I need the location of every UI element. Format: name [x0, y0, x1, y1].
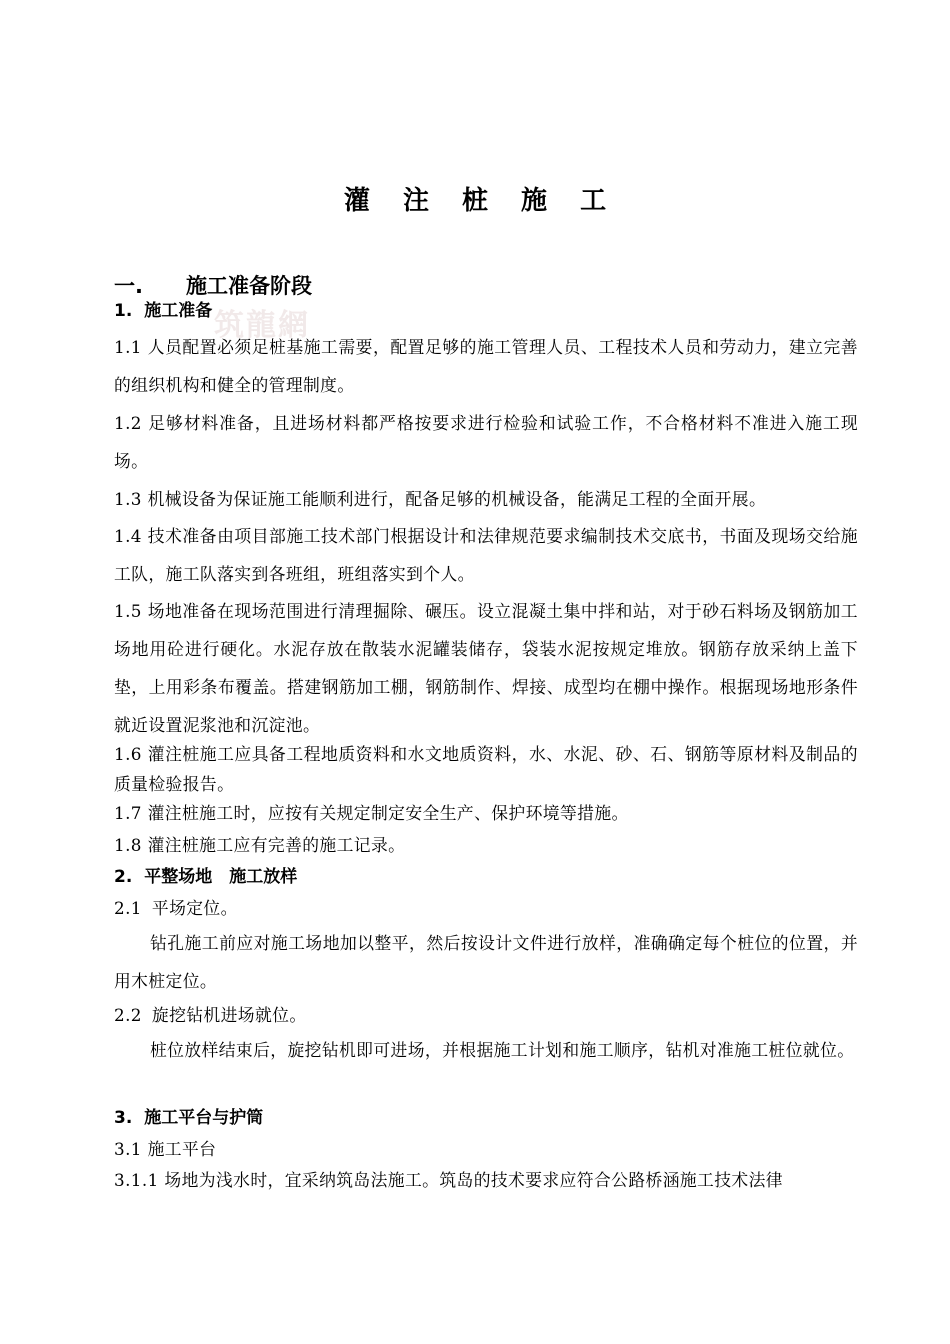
- paragraph-1-2: 1.2 足够材料准备，且进场材料都严格按要求进行检验和试验工作，不合格材料不准进入施工现场。: [114, 413, 858, 471]
- section-title: 施工准备阶段: [186, 274, 312, 298]
- section-heading: [114, 270, 312, 300]
- subsection-title: 施工平台与护筒: [144, 1108, 264, 1128]
- item-title: 旋挖钻机进场就位。: [151, 1005, 307, 1025]
- item-heading-2-2: [114, 1000, 307, 1030]
- subsection-title: 平整场地 施工放样: [144, 867, 298, 887]
- item-heading-2-1: [114, 893, 238, 923]
- paragraph-2-2: 桩位放样结束后，旋挖钻机即可进场，并根据施工计划和施工顺序，钻机对准施工桩位就位。: [150, 1040, 855, 1060]
- section-number: 一.: [114, 274, 143, 298]
- subsection-title: 施工准备: [144, 301, 213, 321]
- paragraph-2-1: 钻孔施工前应对施工场地加以整平，然后按设计文件进行放样，准确确定每个桩位的位置，并用木桩定位。: [114, 933, 858, 991]
- item-number: 2.2: [114, 1005, 142, 1025]
- paragraph-1-7: 1.7 灌注桩施工时，应按有关规定制定安全生产、保护环境等措施。: [114, 803, 629, 823]
- paragraph-1-8: 1.8 灌注桩施工应有完善的施工记录。: [114, 835, 406, 855]
- paragraph-3-1-1: 3.1.1 场地为浅水时，宜采纳筑岛法施工。筑岛的技术要求应符合公路桥涵施工技术法律: [114, 1170, 783, 1190]
- subsection-heading-2: [114, 864, 297, 890]
- paragraph-1-3: 1.3 机械设备为保证施工能顺利进行，配备足够的机械设备，能满足工程的全面开展。: [114, 489, 767, 509]
- item-heading-3-1: 3.1 施工平台: [114, 1139, 217, 1159]
- item-number: 2.1: [114, 898, 142, 918]
- watermark: 筑龍網: [214, 308, 310, 343]
- subsection-number: 1.: [114, 301, 133, 321]
- item-title: 平场定位。: [151, 898, 238, 918]
- subsection-heading-1: [114, 298, 212, 324]
- document-title: 灌 注 桩 施 工: [343, 186, 619, 216]
- subsection-heading-3: [114, 1105, 263, 1131]
- paragraph-1-4: 1.4 技术准备由项目部施工技术部门根据设计和法律规范要求编制技术交底书，书面及现场交给施工队，施工队落实到各班组，班组落实到个人。: [114, 526, 858, 584]
- paragraph-1-6: 1.6 灌注桩施工应具备工程地质资料和水文地质资料，水、水泥、砂、石、钢筋等原材料及制品的质量检验报告。: [114, 744, 858, 794]
- paragraph-1-5: 1.5 场地准备在现场范围进行清理掘除、碾压。设立混凝土集中拌和站，对于砂石料场及钢筋加工场地用砼进行硬化。水泥存放在散装水泥罐装储存，袋装水泥按规定堆放。钢筋存放采纳上盖下垫，上用彩条布覆盖。搭建钢筋加工棚，钢筋制作、焊接、成型均在棚中操作。根据现场地形条件就近设置泥浆池和沉淀池。: [114, 601, 858, 735]
- subsection-number: 2.: [114, 867, 133, 887]
- subsection-number: 3.: [114, 1108, 133, 1128]
- paragraph-1-1: 1.1 人员配置必须足桩基施工需要，配置足够的施工管理人员、工程技术人员和劳动力，建立完善的组织机构和健全的管理制度。: [114, 337, 858, 395]
